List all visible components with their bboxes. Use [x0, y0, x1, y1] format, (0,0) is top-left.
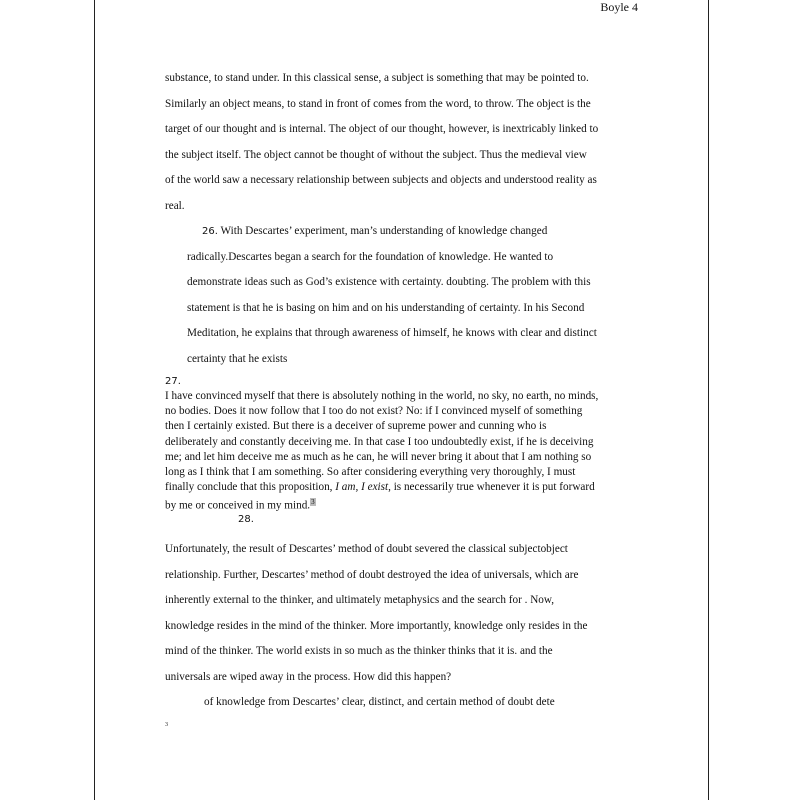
page-header: Boyle 4 — [600, 0, 638, 14]
text-line: the subject itself. The object cannot be thought of without the subject. Thus the medieval view — [165, 148, 587, 161]
text-span: by me or conceived in my mind. — [165, 500, 311, 513]
text-line: radically.Descartes began a search for the foundation of knowledge. He wanted to — [187, 250, 554, 263]
paragraph-number: 27. — [165, 376, 181, 387]
paragraph-1 — [165, 66, 645, 219]
text-span: finally conclude that this proposition, — [165, 481, 336, 494]
italic-text: I exist — [361, 481, 389, 494]
text-line: demonstrate ideas such as God’s existence with certainty. doubting. The problem with this — [187, 276, 591, 288]
text-line: Unfortunately, the result of Descartes’ method of doubt severed the classical subjectobject — [165, 543, 568, 555]
paragraph-number: 26. — [202, 226, 218, 237]
text-line: universals are wiped away in the process. How did this happen? — [165, 670, 452, 683]
block-quote — [165, 389, 645, 514]
text-line: no bodies. Does it now follow that I too do not exist? No: if I convinced myself of something — [165, 405, 583, 418]
italic-separator: , — [355, 481, 362, 494]
text-line: I have convinced myself that there is absolutely nothing in the world, no sky, no earth, no minds, — [165, 390, 599, 402]
text-line: knowledge resides in the mind of the thinker. More importantly, knowledge only resides in the — [165, 619, 588, 632]
text-line: relationship. Further, Descartes’ method of doubt destroyed the idea of universals, which are — [165, 568, 579, 581]
text-line: of knowledge from Descartes’ clear, distinct, and certain method of doubt dete — [204, 696, 555, 708]
text-line: deliberately and constantly deceiving me. In that case I too undoubtedly exist, if he is deceiving — [165, 435, 594, 448]
text-line — [165, 480, 645, 495]
text-line: statement is that he is basing on him and on his understanding of certainty. In his Second — [187, 301, 585, 314]
italic-text: I am — [335, 481, 356, 494]
footnote-marker: 3 — [165, 722, 168, 728]
text-line: substance, to stand under. In this classical sense, a subject is something that may be pointed to. — [165, 72, 589, 84]
text-span: With Descartes’ experiment, man’s understanding of knowledge changed — [220, 225, 548, 237]
text-line: certainty that he exists — [187, 352, 288, 365]
text-line — [187, 219, 667, 245]
text-line: then I certainly existed. But there is a deceiver of supreme power and cunning who is — [165, 420, 547, 433]
text-line: long as I think that I am something. So after considering everything very thoroughly, I must — [165, 466, 576, 479]
text-line: target of our thought and is internal. The object of our thought, however, is inextricably linked to — [165, 123, 599, 135]
paragraph-26 — [187, 219, 667, 372]
paragraph-28 — [165, 537, 645, 716]
text-line: of the world saw a necessary relationship between subjects and objects and understood reality as — [165, 174, 597, 186]
text-line: real. — [165, 199, 185, 212]
paragraph-number: 28. — [238, 514, 254, 525]
document-page — [94, 0, 709, 800]
text-line: me; and let him deceive me as much as he can, he will never bring it about that I am nothing so — [165, 450, 592, 463]
footnote-reference[interactable]: 3 — [311, 498, 315, 507]
text-line: inherently external to the thinker, and ultimately metaphysics and the search for . Now, — [165, 594, 555, 606]
text-line: mind of the thinker. The world exists in so much as the thinker thinks that it is. and the — [165, 645, 553, 657]
text-span: , is necessarily true whenever it is put forward — [388, 481, 595, 494]
text-line: Similarly an object means, to stand in front of comes from the word, to throw. The object is the — [165, 97, 591, 110]
text-line: Meditation, he explains that through awareness of himself, he knows with clear and distinct — [187, 327, 597, 339]
text-line — [165, 495, 645, 514]
